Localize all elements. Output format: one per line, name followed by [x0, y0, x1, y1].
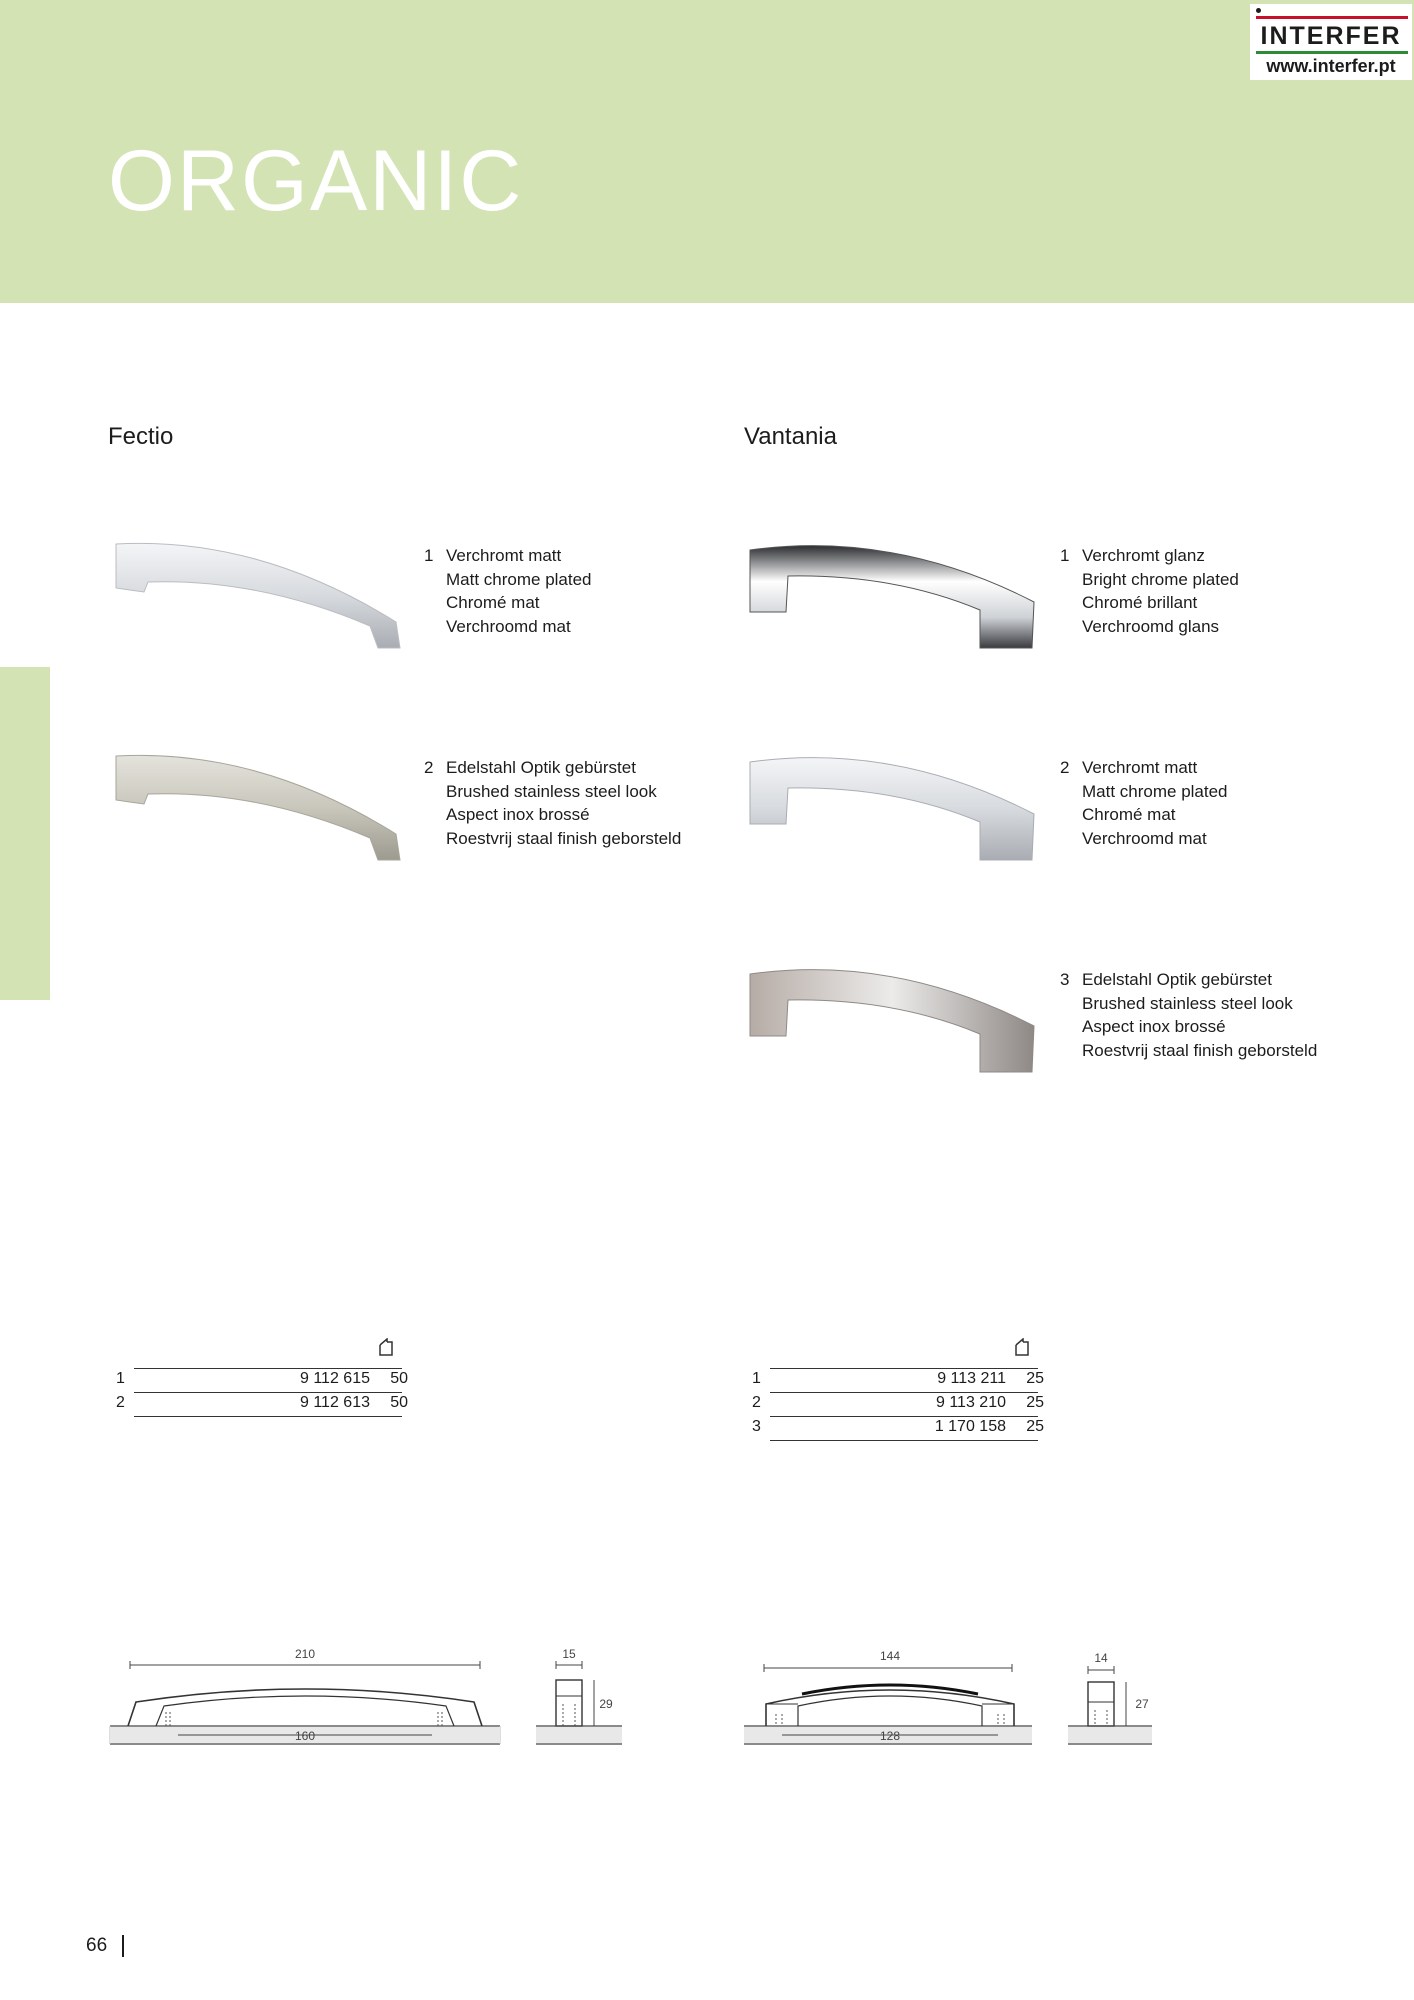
- variant-line: Brushed stainless steel look: [1082, 993, 1293, 1013]
- article-code: 9 112 615: [300, 1370, 370, 1387]
- dimension-height: 29: [599, 1697, 613, 1711]
- package-quantity: 25: [1026, 1418, 1044, 1435]
- row-index: 1: [116, 1370, 125, 1387]
- vantania-technical-drawing-side: [1066, 1640, 1176, 1750]
- package-quantity: 50: [390, 1394, 408, 1411]
- row-rule: [770, 1440, 1038, 1441]
- fectio-brushed-steel-handle-image: [108, 742, 408, 862]
- variant-line: Verchromt matt: [1082, 758, 1198, 777]
- product-title-fectio: Fectio: [108, 423, 174, 450]
- package-icon: [378, 1338, 394, 1356]
- variant-line: Chromé mat: [1082, 805, 1176, 825]
- table-row: [752, 1392, 1052, 1416]
- article-code: 1 170 158: [934, 1418, 1006, 1435]
- table-row: [116, 1368, 416, 1392]
- variant-line: Verchroomd glans: [1082, 616, 1220, 636]
- dimension-width: 14: [1094, 1651, 1108, 1665]
- fectio-matt-chrome-handle-image: [108, 530, 408, 650]
- logo-brand: INTERFER: [1260, 22, 1402, 50]
- variant-number: 2: [424, 758, 434, 777]
- side-tab: [0, 667, 50, 1000]
- product-title-vantania: Vantania: [744, 423, 837, 450]
- row-rule: [770, 1368, 1038, 1369]
- row-rule: [770, 1392, 1038, 1393]
- variant-line: Chromé brillant: [1082, 593, 1198, 613]
- variant-line: Matt chrome plated: [1082, 781, 1228, 801]
- interfer-logo[interactable]: [1250, 4, 1412, 80]
- variant-line: Verchromt glanz: [1082, 546, 1205, 565]
- article-code: 9 112 613: [300, 1394, 370, 1411]
- row-rule: [134, 1392, 402, 1393]
- row-rule: [770, 1416, 1038, 1417]
- logo-url: www.interfer.pt: [1266, 56, 1396, 76]
- variant-number: 1: [424, 546, 434, 565]
- dimension-hole-spacing: 128: [879, 1729, 901, 1743]
- table-row: [752, 1368, 1052, 1392]
- page-number-separator: [122, 1935, 124, 1957]
- fectio-technical-drawing-side: [532, 1640, 642, 1750]
- table-end-rule: [752, 1440, 1052, 1464]
- table-end-rule: [116, 1416, 416, 1440]
- variant-line: Roestvrij staal finish geborsteld: [1082, 1040, 1318, 1060]
- package-icon: [1014, 1338, 1030, 1356]
- variant-line: Aspect inox brossé: [1082, 1017, 1226, 1037]
- package-quantity: 25: [1026, 1394, 1044, 1411]
- variant-line: Verchroomd mat: [1082, 828, 1207, 848]
- page-title: ORGANIC: [108, 133, 524, 229]
- dimension-hole-spacing: 160: [294, 1729, 316, 1743]
- row-index: 1: [752, 1370, 761, 1387]
- variant-line: Verchromt matt: [446, 546, 562, 565]
- row-index: 3: [752, 1418, 761, 1435]
- variant-line: Roestvrij staal finish geborsteld: [446, 828, 682, 848]
- variant-number: 3: [1060, 970, 1070, 989]
- dimension-length: 210: [294, 1647, 316, 1661]
- vantania-technical-drawing-front: [742, 1640, 1042, 1750]
- variant-number: 2: [1060, 758, 1070, 777]
- logo-green-bar: [1256, 51, 1408, 54]
- variant-line: Bright chrome plated: [1082, 569, 1239, 589]
- fectio-technical-drawing-front: [106, 1640, 506, 1750]
- vantania-brushed-steel-handle-image: [744, 954, 1044, 1074]
- vantania-bright-chrome-handle-image: [744, 530, 1044, 650]
- variant-line: Edelstahl Optik gebürstet: [1082, 970, 1272, 989]
- variant-number: 1: [1060, 546, 1070, 565]
- table-row: [752, 1416, 1052, 1440]
- variant-line: Matt chrome plated: [446, 569, 592, 589]
- row-rule: [134, 1416, 402, 1417]
- logo-red-bar: [1256, 16, 1408, 19]
- logo-dot: [1256, 8, 1261, 13]
- package-quantity: 25: [1026, 1370, 1044, 1387]
- variant-line: Aspect inox brossé: [446, 805, 590, 825]
- row-index: 2: [752, 1394, 761, 1411]
- dimension-width: 15: [562, 1647, 576, 1661]
- page-number: 66: [86, 1935, 108, 1956]
- variant-line: Edelstahl Optik gebürstet: [446, 758, 636, 777]
- dimension-height: 27: [1135, 1697, 1149, 1711]
- package-quantity: 50: [390, 1370, 408, 1387]
- variant-line: Chromé mat: [446, 593, 540, 613]
- article-code: 9 113 210: [936, 1394, 1006, 1411]
- variant-line: Brushed stainless steel look: [446, 781, 657, 801]
- row-index: 2: [116, 1394, 125, 1411]
- row-rule: [134, 1368, 402, 1369]
- dimension-length: 144: [879, 1649, 901, 1663]
- vantania-matt-chrome-handle-image: [744, 742, 1044, 862]
- table-row: [116, 1392, 416, 1416]
- variant-line: Verchroomd mat: [446, 616, 571, 636]
- article-code: 9 113 211: [937, 1370, 1006, 1387]
